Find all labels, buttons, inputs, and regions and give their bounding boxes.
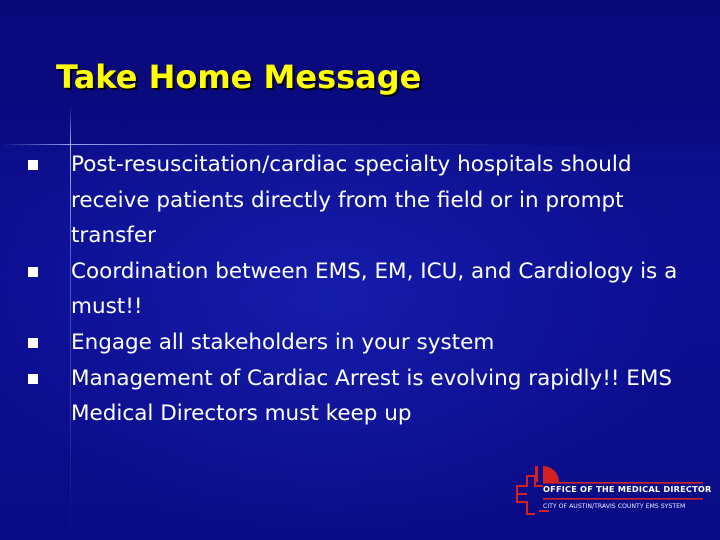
bullet-text: Post-resuscitation/cardiac specialty hospitals should receive patients directly from the field or in prompt transfer — [71, 152, 632, 249]
bullet-item — [28, 361, 698, 432]
logo-subtitle: CITY OF AUSTIN/TRAVIS COUNTY EMS SYSTEM — [543, 503, 686, 510]
logo-cross-outline — [517, 476, 543, 494]
logo-rule-bottom — [543, 498, 703, 500]
medical-cross-logo-icon — [513, 464, 713, 524]
logo-name: OFFICE OF THE MEDICAL DIRECTOR — [543, 484, 712, 494]
horizontal-rule — [0, 144, 720, 145]
bullet-item — [28, 254, 698, 325]
square-bullet-icon — [28, 338, 38, 348]
square-bullet-icon — [28, 267, 38, 277]
logo-small-bar — [539, 510, 549, 512]
bullet-item — [28, 325, 698, 361]
bullet-text: Engage all stakeholders in your system — [71, 329, 495, 355]
bullet-list — [28, 147, 698, 432]
bullet-text: Coordination between EMS, EM, ICU, and Cardiology is a must!! — [71, 258, 678, 320]
bullet-text: Management of Cardiac Arrest is evolving rapidly!! EMS Medical Directors must keep up — [71, 365, 673, 427]
square-bullet-icon — [28, 374, 38, 384]
slide-title: Take Home Message — [56, 58, 422, 96]
square-bullet-icon — [28, 160, 38, 170]
logo-quarter-circle — [543, 466, 559, 482]
logo-cross-outline-lower — [517, 494, 535, 514]
bullet-item — [28, 147, 698, 254]
office-logo — [513, 464, 713, 524]
